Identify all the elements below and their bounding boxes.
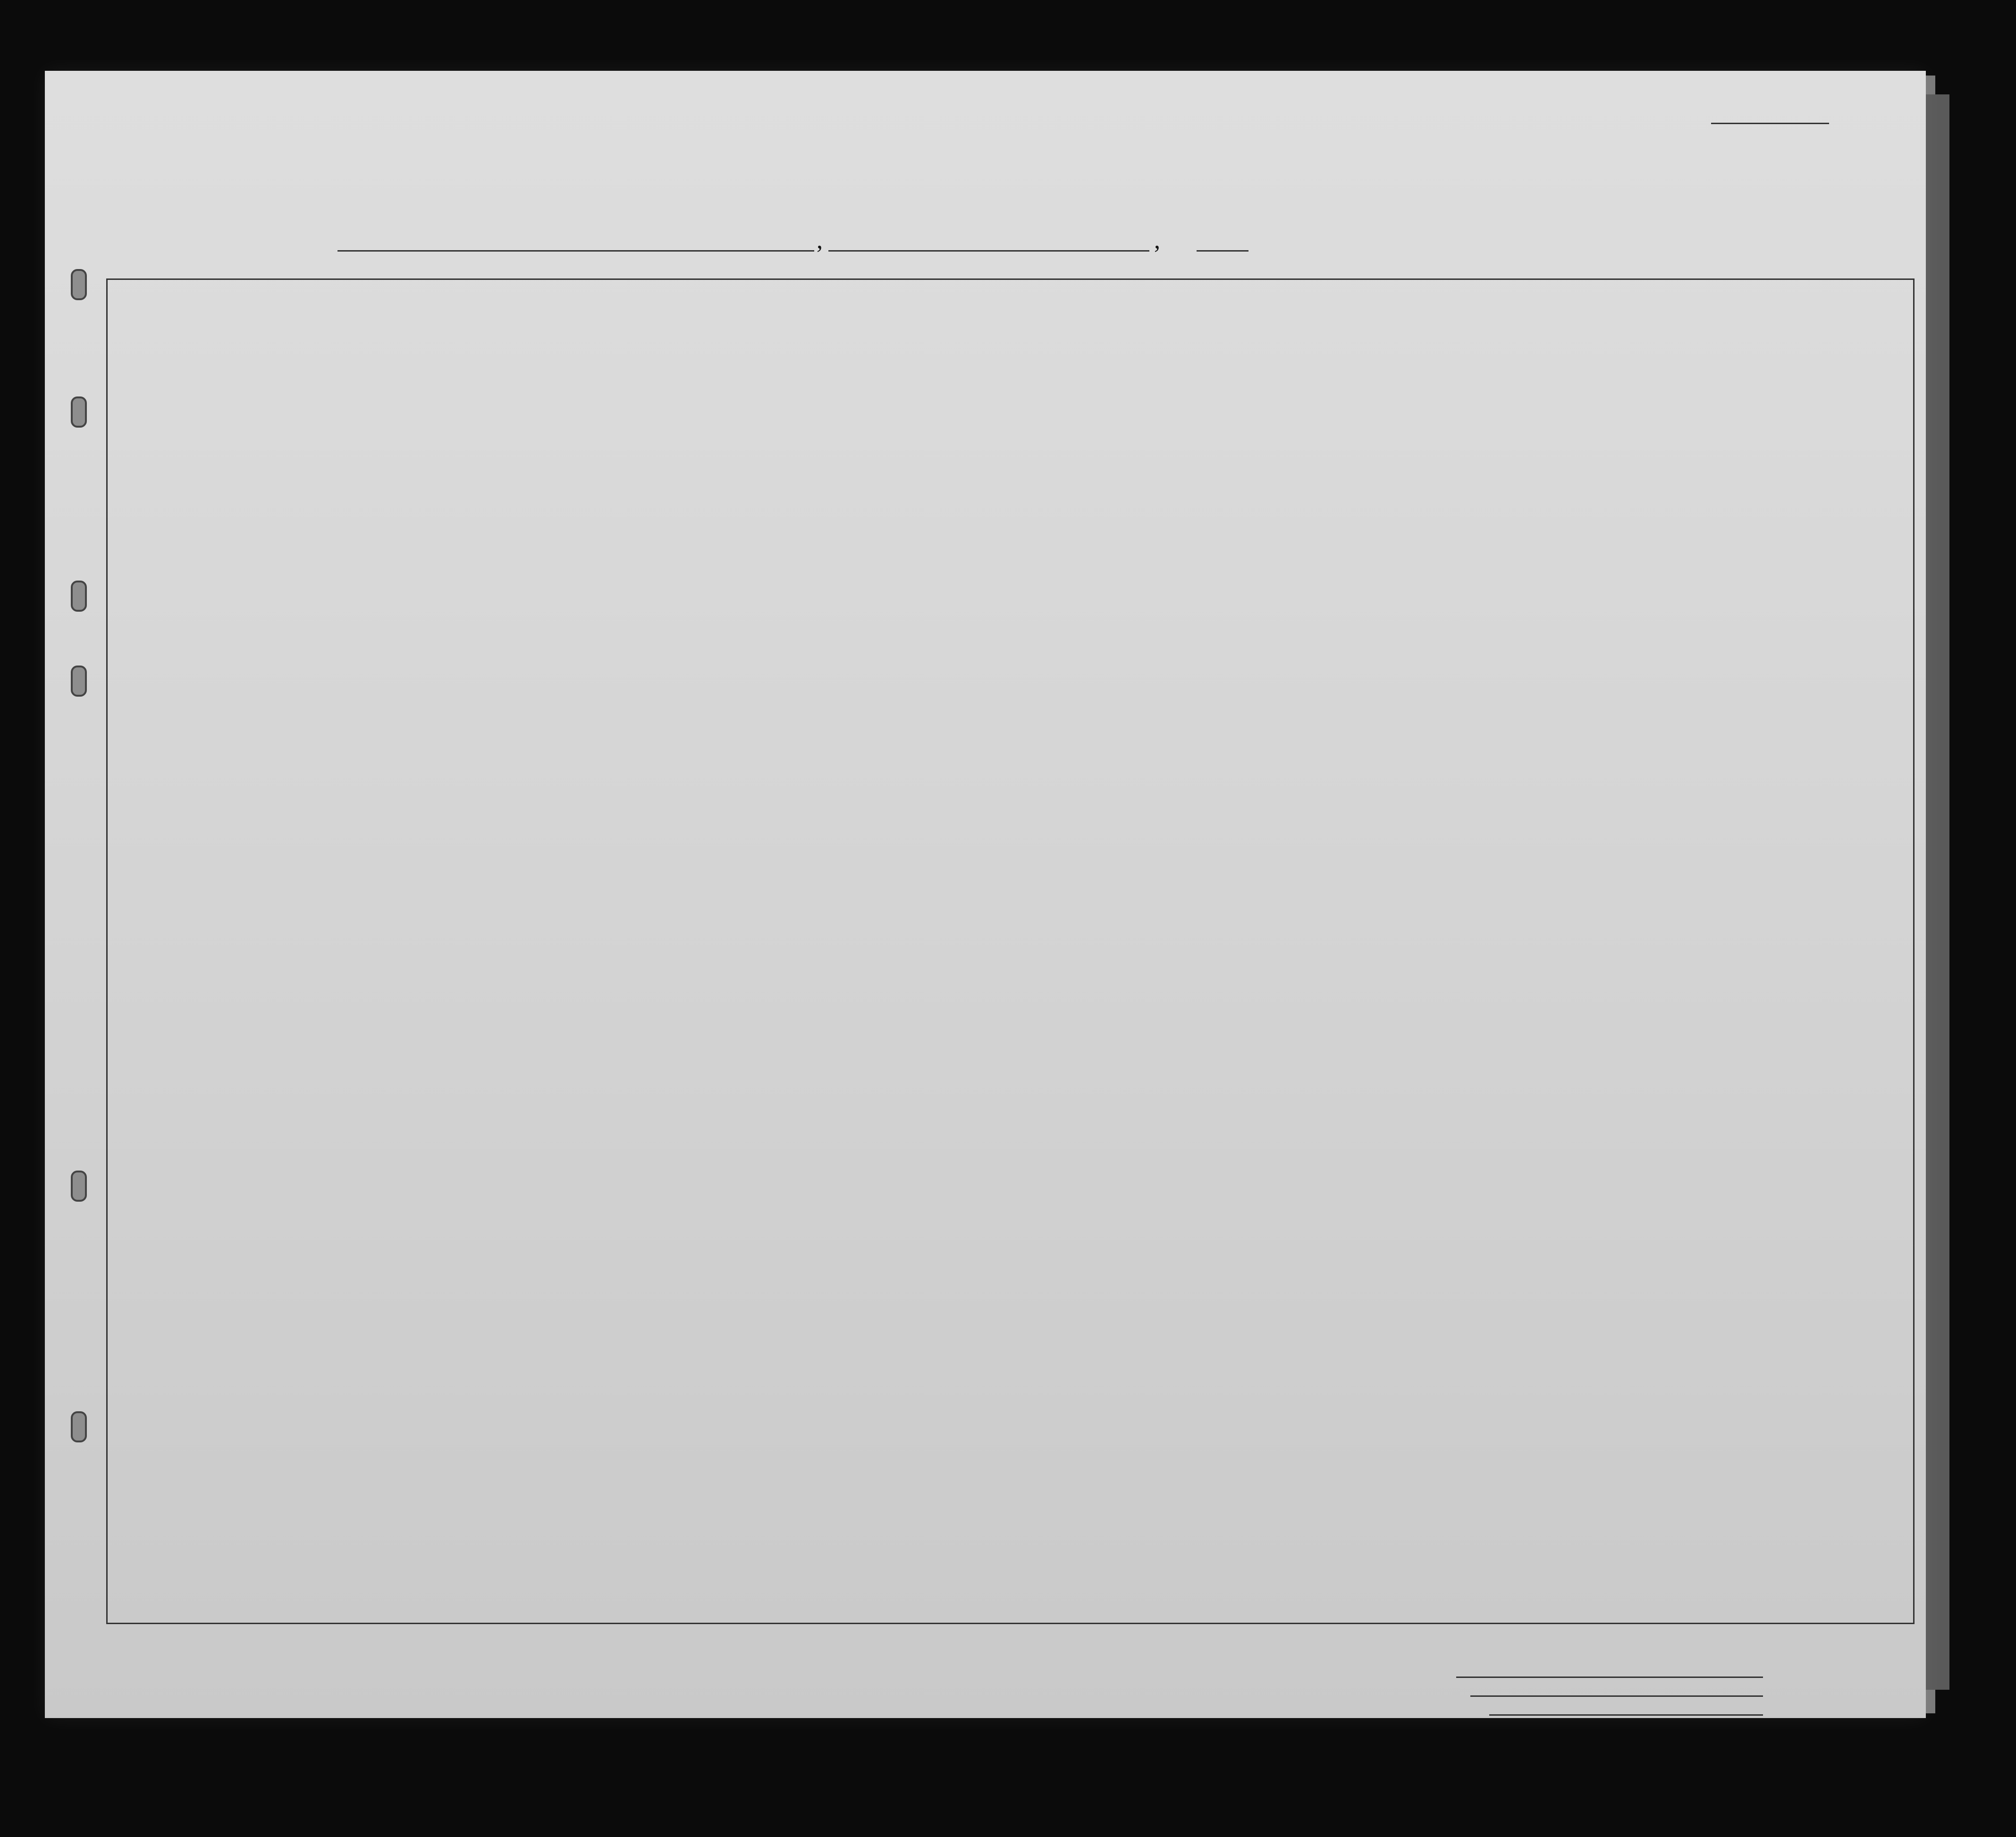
binder-hole bbox=[71, 269, 87, 300]
binder-hole bbox=[71, 581, 87, 612]
binder-hole bbox=[71, 396, 87, 428]
document-scan bbox=[45, 71, 1926, 1718]
binder-hole bbox=[71, 666, 87, 697]
separator: , bbox=[817, 227, 823, 254]
manifest-table bbox=[106, 278, 1915, 1624]
binder-hole bbox=[71, 1171, 87, 1202]
binder-hole bbox=[71, 1411, 87, 1442]
separator: , bbox=[1154, 227, 1160, 254]
